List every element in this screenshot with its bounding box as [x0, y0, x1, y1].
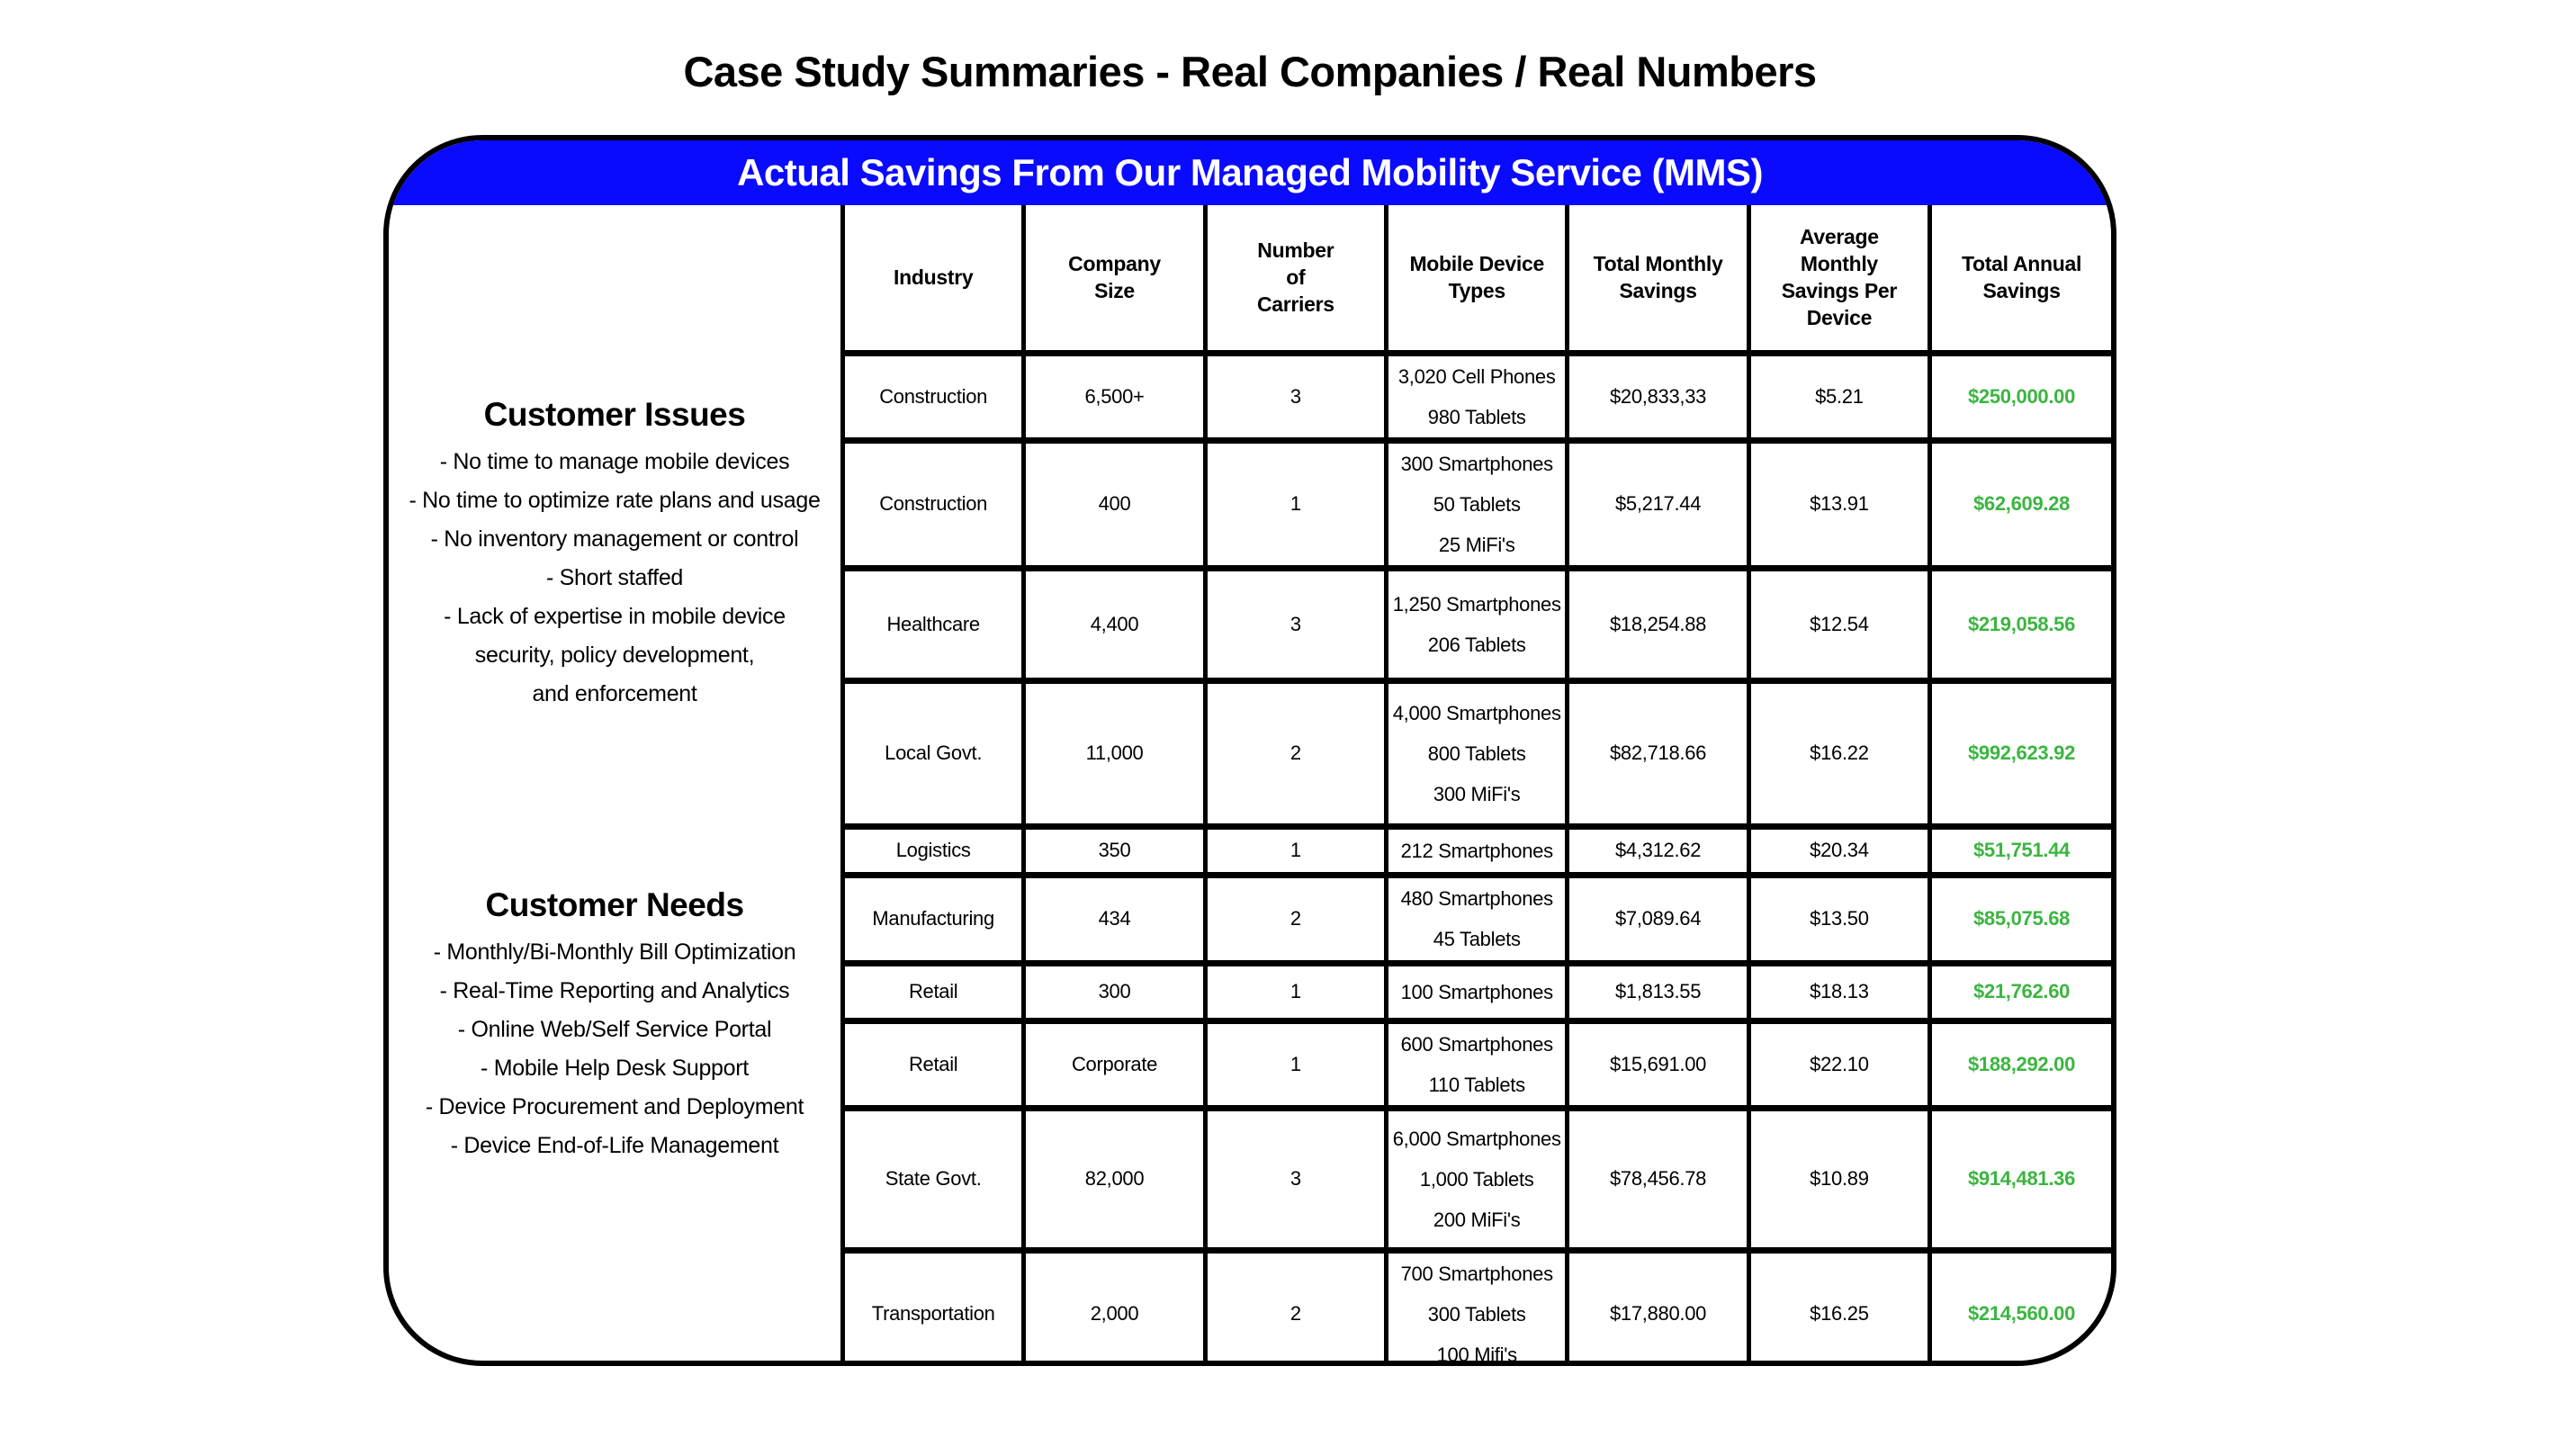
table-row [843, 875, 2112, 963]
cell-device-types [1387, 875, 1568, 963]
device-line: 600 Smartphones [1400, 1032, 1553, 1056]
device-line: 1,000 Tablets [1419, 1167, 1534, 1191]
cell-device-types [1387, 963, 1568, 1020]
col-header-total-monthly-savings [1568, 205, 1748, 353]
cell-annual-savings: $188,292.00 [1930, 1020, 2111, 1108]
cell-carriers: 3 [1205, 568, 1386, 680]
issue-item: - Lack of expertise in mobile device [444, 604, 786, 629]
cell-device-types [1387, 1020, 1568, 1108]
need-item: - Device End-of-Life Management [450, 1133, 779, 1158]
cell-industry: Logistics [843, 826, 1024, 875]
table-row [843, 1108, 2112, 1250]
issue-item: - No time to manage mobile devices [439, 449, 790, 474]
table-row [843, 963, 2112, 1020]
cell-savings-per-device: $13.91 [1748, 440, 1929, 568]
cell-company-size: 434 [1024, 875, 1205, 963]
cell-monthly-savings: $82,718.66 [1568, 680, 1748, 826]
device-line: 200 MiFi's [1433, 1208, 1521, 1231]
header-line: Savings [1619, 279, 1697, 303]
cell-carriers: 2 [1205, 875, 1386, 963]
cell-carriers: 1 [1205, 826, 1386, 875]
cell-annual-savings: $914,481.36 [1930, 1108, 2111, 1250]
cell-monthly-savings: $5,217.44 [1568, 440, 1748, 568]
table-row [843, 1020, 2112, 1108]
need-item: - Device Procurement and Deployment [425, 1094, 804, 1119]
header-line: Total Annual [1961, 252, 2082, 276]
banner-title: Actual Savings From Our Managed Mobility Service (MMS) [389, 140, 2111, 205]
cell-monthly-savings: $17,880.00 [1568, 1250, 1748, 1366]
cell-savings-per-device: $16.22 [1748, 680, 1929, 826]
cell-annual-savings: $85,075.68 [1930, 875, 2111, 963]
header-line: Size [1094, 279, 1135, 303]
cell-savings-per-device: $16.25 [1748, 1250, 1929, 1366]
cell-industry: Retail [843, 963, 1024, 1020]
table-row [843, 826, 2112, 875]
issue-item: - No inventory management or control [430, 526, 799, 552]
header-line: Mobile Device [1409, 252, 1544, 276]
header-line: Monthly [1800, 252, 1878, 276]
cell-company-size: 82,000 [1024, 1108, 1205, 1250]
need-item: - Monthly/Bi-Monthly Bill Optimization [433, 939, 796, 965]
cell-company-size: 350 [1024, 826, 1205, 875]
cell-industry: Transportation [843, 1250, 1024, 1366]
issue-item: security, policy development, [474, 643, 755, 668]
cell-monthly-savings: $18,254.88 [1568, 568, 1748, 680]
cell-company-size: 11,000 [1024, 680, 1205, 826]
cell-monthly-savings: $4,312.62 [1568, 826, 1748, 875]
cell-company-size: Corporate [1024, 1020, 1205, 1108]
header-line: Average [1799, 225, 1879, 249]
device-line: 4,000 Smartphones [1392, 701, 1561, 724]
device-line: 980 Tablets [1427, 405, 1526, 428]
cell-annual-savings: $21,762.60 [1930, 963, 2111, 1020]
cell-carriers: 2 [1205, 680, 1386, 826]
cell-savings-per-device: $13.50 [1748, 875, 1929, 963]
device-line: 212 Smartphones [1400, 839, 1553, 862]
col-header-mobile-device-types [1387, 205, 1568, 353]
customer-issues-section [396, 396, 833, 714]
cell-industry: Manufacturing [843, 875, 1024, 963]
device-line: 6,000 Smartphones [1392, 1127, 1561, 1150]
cell-company-size: 6,500+ [1024, 353, 1205, 440]
cell-device-types [1387, 680, 1568, 826]
header-line: Carriers [1256, 292, 1334, 317]
device-line: 300 MiFi's [1433, 782, 1521, 805]
cell-device-types [1387, 1250, 1568, 1366]
device-line: 300 Tablets [1427, 1302, 1526, 1326]
cell-savings-per-device: $22.10 [1748, 1020, 1929, 1108]
cell-device-types [1387, 826, 1568, 875]
cell-device-types [1387, 568, 1568, 680]
cell-monthly-savings: $20,833,33 [1568, 353, 1748, 440]
cell-annual-savings: $250,000.00 [1930, 353, 2111, 440]
device-line: 50 Tablets [1433, 492, 1521, 516]
cell-industry: State Govt. [843, 1108, 1024, 1250]
cell-industry: Construction [843, 440, 1024, 568]
header-line: Company [1068, 252, 1161, 276]
header-line: of [1286, 265, 1306, 290]
table-row [843, 440, 2112, 568]
cell-industry: Construction [843, 353, 1024, 440]
savings-table [840, 205, 2111, 1366]
cell-annual-savings: $992,623.92 [1930, 680, 2111, 826]
table-header-row [843, 205, 2112, 353]
header-line: Types [1448, 279, 1505, 303]
table-row [843, 680, 2112, 826]
panel-content [389, 205, 2111, 1366]
device-line: 45 Tablets [1433, 928, 1521, 950]
device-line: 25 MiFi's [1438, 533, 1515, 556]
device-line: 3,020 Cell Phones [1397, 364, 1556, 388]
need-item: - Mobile Help Desk Support [481, 1056, 749, 1081]
col-header-average-monthly-savings-per-device [1748, 205, 1929, 353]
cell-company-size: 4,400 [1024, 568, 1205, 680]
page-title: Case Study Summaries - Real Companies / Real Numbers [683, 48, 1817, 95]
cell-carriers: 3 [1205, 1108, 1386, 1250]
cell-savings-per-device: $18.13 [1748, 963, 1929, 1020]
device-line: 110 Tablets [1428, 1073, 1525, 1096]
cell-carriers: 1 [1205, 963, 1386, 1020]
issue-item: - Short staffed [545, 565, 684, 590]
cell-carriers: 3 [1205, 353, 1386, 440]
customer-needs-section [396, 886, 833, 1165]
need-item: - Real-Time Reporting and Analytics [439, 978, 790, 1003]
cell-annual-savings: $219,058.56 [1930, 568, 2111, 680]
cell-industry: Retail [843, 1020, 1024, 1108]
cell-company-size: 300 [1024, 963, 1205, 1020]
cell-annual-savings: $62,609.28 [1930, 440, 2111, 568]
main-panel [383, 135, 2116, 1366]
customer-issues-heading: Customer Issues [483, 396, 746, 433]
cell-annual-savings: $214,560.00 [1930, 1250, 2111, 1366]
cell-carriers: 1 [1205, 1020, 1386, 1108]
cell-carriers: 1 [1205, 440, 1386, 568]
left-pane [389, 205, 840, 1361]
header-line: Device [1806, 306, 1873, 330]
need-item: - Online Web/Self Service Portal [457, 1017, 772, 1042]
device-line: 300 Smartphones [1400, 452, 1553, 475]
device-line: 100 Mifi's [1436, 1343, 1517, 1366]
device-line: 700 Smartphones [1400, 1262, 1553, 1285]
issue-item: and enforcement [532, 681, 697, 706]
cell-device-types [1387, 1108, 1568, 1250]
issue-item: - No time to optimize rate plans and usage [409, 488, 821, 513]
cell-carriers: 2 [1205, 1250, 1386, 1366]
cell-monthly-savings: $1,813.55 [1568, 963, 1748, 1020]
cell-monthly-savings: $7,089.64 [1568, 875, 1748, 963]
device-line: 800 Tablets [1427, 741, 1526, 765]
cell-monthly-savings: $78,456.78 [1568, 1108, 1748, 1250]
header-line: Total Monthly [1593, 252, 1723, 276]
savings-table-wrap [840, 205, 2111, 1366]
cell-industry: Healthcare [843, 568, 1024, 680]
cell-industry: Local Govt. [843, 680, 1024, 826]
col-header-industry [843, 205, 1024, 353]
col-header-company-size [1024, 205, 1205, 353]
col-header-total-annual-savings [1930, 205, 2111, 353]
cell-company-size: 2,000 [1024, 1250, 1205, 1366]
header-line: Industry [894, 265, 974, 290]
device-line: 206 Tablets [1427, 633, 1526, 656]
header-line: Savings Per [1781, 279, 1898, 303]
cell-savings-per-device: $5.21 [1748, 353, 1929, 440]
device-line: 480 Smartphones [1400, 887, 1553, 910]
table-row [843, 1250, 2112, 1366]
cell-savings-per-device: $10.89 [1748, 1108, 1929, 1250]
cell-company-size: 400 [1024, 440, 1205, 568]
cell-savings-per-device: $20.34 [1748, 826, 1929, 875]
cell-annual-savings: $51,751.44 [1930, 826, 2111, 875]
table-row [843, 568, 2112, 680]
cell-monthly-savings: $15,691.00 [1568, 1020, 1748, 1108]
device-line: 100 Smartphones [1400, 980, 1553, 1003]
device-line: 1,250 Smartphones [1392, 592, 1561, 616]
col-header-number-of-carriers [1205, 205, 1386, 353]
cell-savings-per-device: $12.54 [1748, 568, 1929, 680]
cell-device-types [1387, 353, 1568, 440]
customer-needs-heading: Customer Needs [485, 886, 744, 923]
cell-device-types [1387, 440, 1568, 568]
header-line: Number [1257, 238, 1334, 263]
table-row [843, 353, 2112, 440]
header-line: Savings [1982, 279, 2061, 303]
